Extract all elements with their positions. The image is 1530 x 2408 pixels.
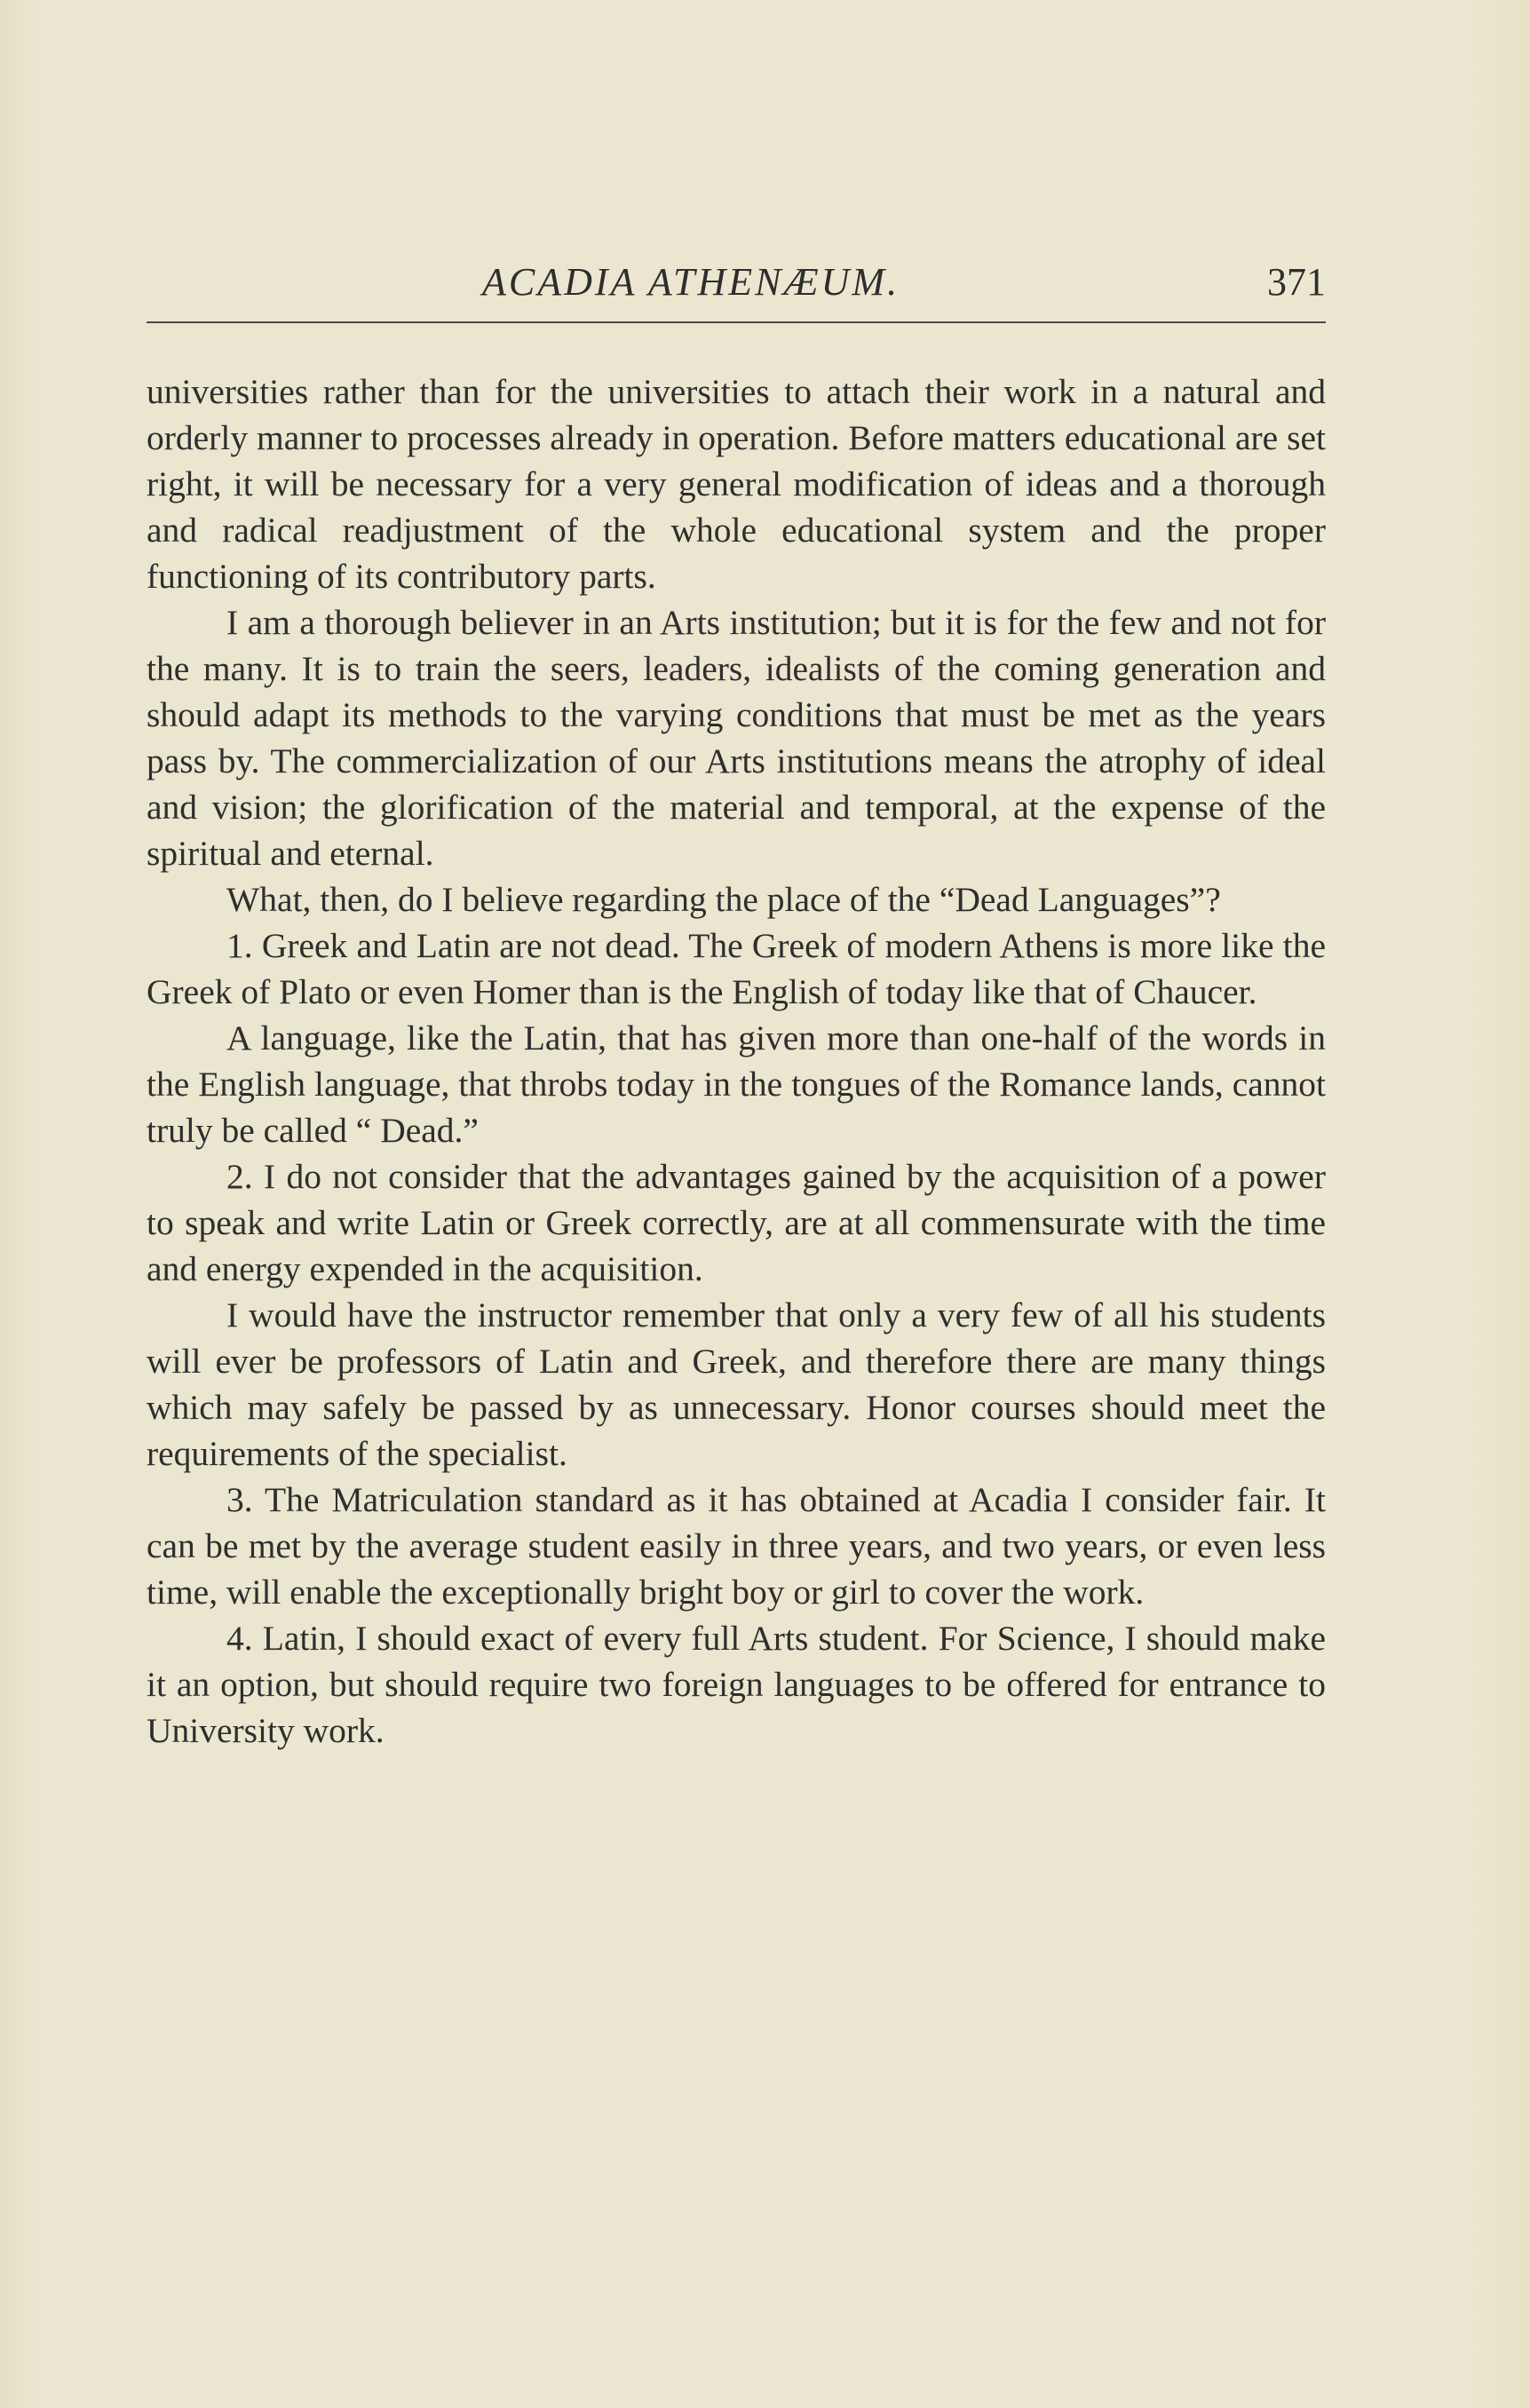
header-rule	[147, 321, 1326, 323]
running-title: ACADIA ATHENÆUM.	[482, 260, 900, 304]
numbered-paragraph-3: 3. The Matriculation standard as it has obtained at Acadia I consider fair. It can be met by the average student easily in three years, and two years, or even less time, will enable the exceptionally bright boy or girl to cover the work.	[147, 1480, 1326, 1612]
page-number: 371	[1267, 260, 1326, 304]
paragraph: What, then, do I believe regarding the place of the “Dead Languages”?	[226, 880, 1221, 919]
numbered-paragraph-1: 1. Greek and Latin are not dead. The Greek of modern Athens is more like the Greek of Plato or even Homer than is the English of today like that of Chaucer.	[147, 926, 1326, 1011]
body-text	[147, 368, 1326, 1754]
paragraph: I am a thorough believer in an Arts institution; but it is for the few and not for the many. It is to train the seers, leaders, idealists of the coming generation and should adapt its methods to the varying conditions that must be met as the years pass by. The commercialization of our Arts institutions means the atrophy of ideal and vision; the glorification of the material and temporal, at the expense of the spiritual and eternal.	[147, 603, 1326, 873]
paragraph: A language, like the Latin, that has given more than one-half of the words in the English language, that throbs today in the tongues of the Romance lands, cannot truly be called “ Dead.”	[147, 1018, 1326, 1150]
page-header	[147, 259, 1326, 313]
paragraph-continued: universities rather than for the universities to attach their work in a natural and orderly manner to processes already in operation. Before matters educational are set right, it will be necessary for a very general modification of ideas and a thorough and radical readjustment of the whole educational system and the proper functioning of its contributory parts.	[147, 372, 1326, 596]
numbered-paragraph-2: 2. I do not consider that the advantages gained by the acquisition of a power to speak and write Latin or Greek correctly, are at all commensurate with the time and energy expended in the acquisition.	[147, 1157, 1326, 1288]
numbered-paragraph-4: 4. Latin, I should exact of every full Arts student. For Science, I should make it an option, but should require two foreign languages to be offered for entrance to University work.	[147, 1619, 1326, 1750]
paragraph: I would have the instructor remember that only a very few of all his students will ever be professors of Latin and Greek, and therefore there are many things which may safely be passed by as unnecessary. Honor courses should meet the requirements of the specialist.	[147, 1295, 1326, 1473]
